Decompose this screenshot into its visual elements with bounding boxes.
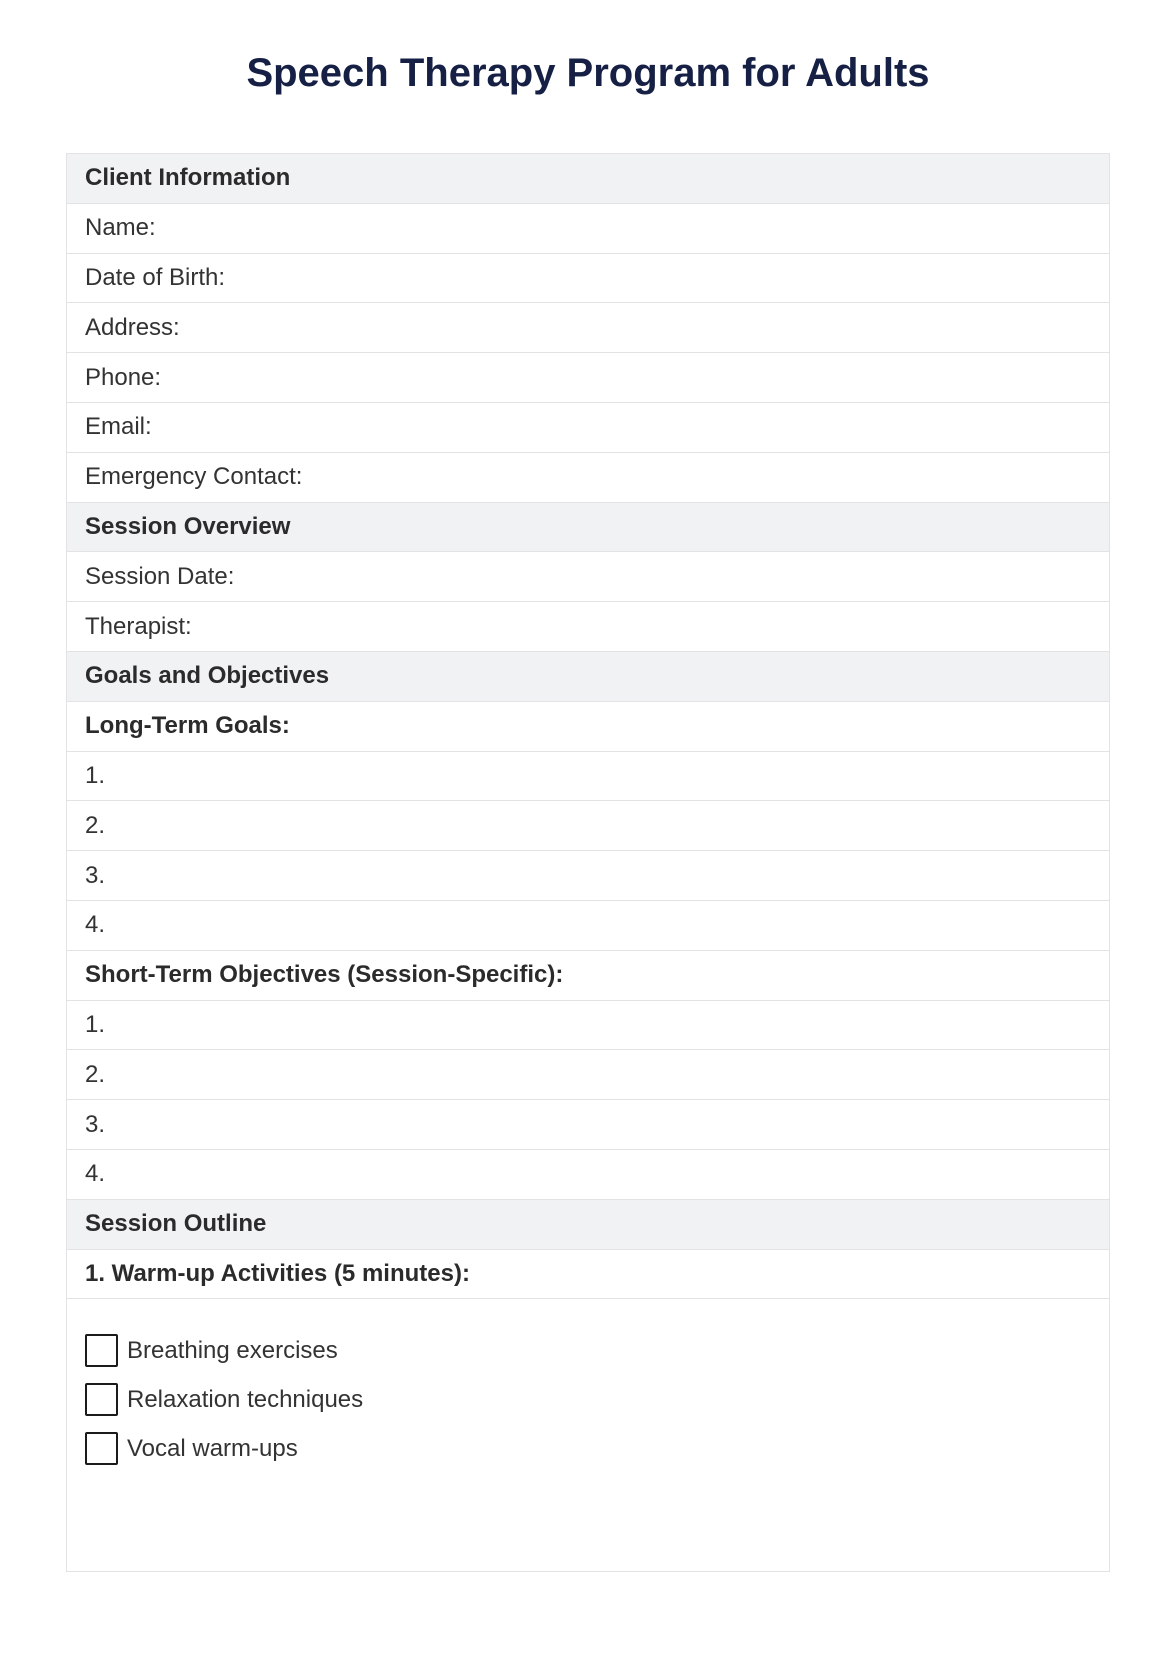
section-label: Client Information	[85, 164, 291, 192]
checklist-item	[85, 1326, 1091, 1375]
long-term-goal-4[interactable]	[67, 901, 1109, 951]
checkbox-label: Relaxation techniques	[127, 1385, 364, 1413]
checkbox-relaxation-techniques[interactable]	[85, 1383, 118, 1416]
long-term-goal-1[interactable]	[67, 752, 1109, 802]
field-name[interactable]	[67, 204, 1109, 254]
section-label: Goals and Objectives	[85, 662, 330, 690]
field-label: Phone:	[85, 363, 162, 391]
long-term-goal-3[interactable]	[67, 851, 1109, 901]
section-session-overview	[67, 503, 1109, 553]
checkbox-label: Vocal warm-ups	[127, 1434, 298, 1462]
field-label: 1.	[85, 1010, 106, 1038]
checkbox-breathing-exercises[interactable]	[85, 1334, 118, 1367]
field-phone[interactable]	[67, 353, 1109, 403]
field-label: 4.	[85, 911, 106, 939]
field-label: Therapist:	[85, 612, 192, 640]
field-therapist[interactable]	[67, 602, 1109, 652]
field-session-date[interactable]	[67, 552, 1109, 602]
section-label: Session Outline	[85, 1210, 267, 1238]
field-label: 2.	[85, 1060, 106, 1088]
field-label: Address:	[85, 313, 180, 341]
checklist-item	[85, 1375, 1091, 1424]
field-label: Name:	[85, 214, 156, 242]
field-email[interactable]	[67, 403, 1109, 453]
section-label: Session Overview	[85, 512, 291, 540]
field-emergency-contact[interactable]	[67, 453, 1109, 503]
short-term-objective-2[interactable]	[67, 1050, 1109, 1100]
subheader-long-term-goals	[67, 702, 1109, 752]
field-label: Email:	[85, 413, 152, 441]
field-label: 2.	[85, 811, 106, 839]
field-label: 3.	[85, 1110, 106, 1138]
long-term-goal-2[interactable]	[67, 801, 1109, 851]
form-table	[66, 153, 1110, 1572]
warm-up-checklist	[67, 1299, 1109, 1571]
field-label: 4.	[85, 1160, 106, 1188]
subheader-warm-up-activities	[67, 1250, 1109, 1300]
section-client-information	[67, 154, 1109, 204]
field-label: Emergency Contact:	[85, 463, 303, 491]
field-date-of-birth[interactable]	[67, 254, 1109, 304]
checkbox-label: Breathing exercises	[127, 1336, 338, 1364]
field-address[interactable]	[67, 303, 1109, 353]
section-label: 1. Warm-up Activities (5 minutes):	[85, 1259, 470, 1287]
short-term-objective-1[interactable]	[67, 1001, 1109, 1051]
page-title: Speech Therapy Program for Adults	[246, 51, 930, 95]
section-label: Long-Term Goals:	[85, 712, 290, 740]
short-term-objective-4[interactable]	[67, 1150, 1109, 1200]
section-goals-and-objectives	[67, 652, 1109, 702]
checkbox-vocal-warm-ups[interactable]	[85, 1432, 118, 1465]
checklist-item	[85, 1424, 1091, 1473]
field-label: Session Date:	[85, 562, 235, 590]
section-label: Short-Term Objectives (Session-Specific):	[85, 961, 564, 989]
field-label: 3.	[85, 861, 106, 889]
field-label: 1.	[85, 761, 106, 789]
subheader-short-term-objectives	[67, 951, 1109, 1001]
short-term-objective-3[interactable]	[67, 1100, 1109, 1150]
section-session-outline	[67, 1200, 1109, 1250]
field-label: Date of Birth:	[85, 263, 226, 291]
